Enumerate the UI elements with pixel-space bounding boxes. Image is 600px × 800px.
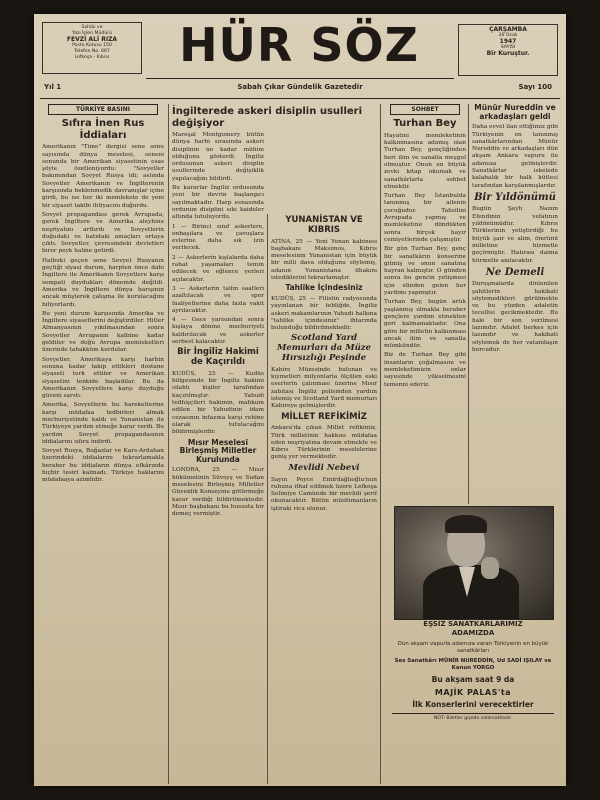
column-divider xyxy=(380,104,381,784)
article-headline: Bir İngiliz Hakimi de Kaçırıldı xyxy=(177,347,259,368)
article-paragraph: Duruşmalarda dinlenilen şahitlerin hakikati söylemedikleri görülmekte ve bu yüzden adaletin tecellisi gecikmektedir. Bu hale bir son verilmesi lazımdır. Adalet herkes için lazımdır ve hakikati söylemek de her vatandaşın borcudur. xyxy=(472,281,558,353)
article-paragraph: Kahire Müzesinde bulunan ve kıymetleri milyonlarla ölçülen eski eserlerin çalınması üzerine Mısır zabıtası İngiliz polisinden yardım istemiş ve Scotland Yard memurları Kahireye gelmişlerdir. xyxy=(271,366,377,410)
article-paragraph: Bir gün Turhan Bey, genç bir sanatkârın konserine gitmiş ve onun sanatına hayran kalmıştır. O günden sonra bu gencin yetişmesi için elinden gelen her yardımı yapmıştır. xyxy=(384,246,466,297)
publisher-box xyxy=(42,22,142,74)
tagline: Sabah Çıkar Gündelik Gazetedir xyxy=(237,83,363,91)
article-headline: Mevlidi Nebevi xyxy=(288,462,360,473)
date-label: SAYISI xyxy=(500,45,516,50)
article-headline: Tahlike İçindesiniz xyxy=(285,283,363,293)
date-date: 26 Ocak xyxy=(498,33,518,38)
concert-ad xyxy=(392,620,554,721)
date-box xyxy=(458,24,558,76)
section-label: SOHBET xyxy=(390,104,460,115)
issue-label: Sayı 100 xyxy=(518,83,552,91)
section-label: TÜRKİYE BASINI xyxy=(48,104,158,115)
article-paragraph: Bu kararlar İngiliz ordusunda yeni bir devrin başlangıcı sayılmaktadır. Harp esnasında ordunun disiplini sıkı kaideler altında tutuluyordu. xyxy=(172,185,264,221)
ad-title-1: EŞSİZ SANATKÂRLARIMIZ xyxy=(423,620,523,628)
article-paragraph: Turhan Bey, bugün artık yaşlanmış olmakla beraber gençlere yardım etmekten geri kalmamaktadır. Ona göre bir milletin kalkınması ancak ilim ve sanatla mümkündür. xyxy=(384,299,466,350)
publisher-line-5: Telefon No. 667 xyxy=(74,49,110,54)
article-headline: Mısır Meselesi Birleşmiş Milletler Kurulunda xyxy=(179,437,257,464)
article-headline: Münür Nureddin ve arkadaşları geldi xyxy=(474,103,556,121)
article-paragraph: Sayın Peyce Emirdağlıoğlu'nun ruhuna ithaf edilmek üzere Lefkoşa Selimiye Camiinde bir mevlidi şerif okunacaktır. Bütün müslümanların iştiraki rica olunur. xyxy=(271,476,377,512)
article-paragraph: 3 — Askerlerin talim saatleri azaltılacak ve spor faaliyetlerine daha fazla vakit ayrılacaktır. xyxy=(172,285,264,314)
column-divider xyxy=(267,214,268,784)
article-paragraph: 4 — Gece yarısından sonra kışlaya dönme mecburiyeti kaldırılacak ve askerler serbest kalacaktır. xyxy=(172,317,264,346)
column-munir-nureddin xyxy=(472,102,558,497)
ad-cta: İlk Konserlerini verecektirler xyxy=(412,700,534,709)
main-headline: İngilterede askeri disiplin usulleri değişiyor xyxy=(172,106,363,129)
column-divider xyxy=(168,104,169,784)
article-paragraph: LONDRA, 25 — Mısır hükümetinin Süveyş ve Sudan meselesini Birleşmiş Milletler Güvenlik Konseyine götürmeğe karar verdiği bildirilmektedir. Mısır başbakanı bu hususta bir demeç vermiştir. xyxy=(172,467,264,518)
article-headline: Bir Yıldönümü xyxy=(474,191,556,203)
column-divider xyxy=(468,104,469,504)
date-year: 1947 xyxy=(499,38,517,45)
publisher-line-6: Lefkoşa - Kıbrıs xyxy=(74,55,110,60)
ad-body: Dün akşam vapurla adamıza varan Türkiyenin en büyük sanatkârları xyxy=(397,641,549,654)
article-paragraph: Biz de Turhan Bey gibi insanların çoğalmasını ve memleketimizin onlar sayesinde yükselmesini temenni ederiz. xyxy=(384,352,466,388)
article-paragraph: Sovyet propagandası gerek Avrupada, gerek İngiltere ve Amerika aleyhine neşriyatını arttırdı ve Sovyetlerin doğudaki ve batıdaki amaçları ortaya çıktı. Sovyetler, çevresindeki devletleri birer peyk haline getirdi. xyxy=(42,211,164,255)
article-paragraph: Turhan Bey İstanbulda tanınmış bir ailenin çocuğudur. Tahsilini Avrupada yapmış ve memleketine döndükten sonra birçok hayır cemiyetlerinde çalışmıştır. xyxy=(384,193,466,243)
ad-note: NOT: Biletler gişede satılmaktadır. xyxy=(392,713,554,721)
article-paragraph: Daha evvel ilan ettiğimiz gibi Türkiyenin en tanınmış sanatkârlarından Münür Nureddin ve arkadaşları dün akşam Ankara vapuru ile adamıza gelmişlerdir. Sanatkârlar iskelede kalabalık bir halk kütlesi tarafından karşılanmışlardır. xyxy=(472,124,558,189)
publisher-line-2: Yazı İşleri Müdürü xyxy=(71,31,113,36)
article-headline: Ne Demeli xyxy=(485,266,545,278)
article-headline: Scotland Yard Memurları da Müze Hırsızlığı Peşinde xyxy=(276,333,372,363)
article-paragraph: Amerikanın "Time" dergisi sene sonu sayısında dünya meselesi, seneni sonunda bir Amerikan siyasetinin esas şöyle özetleniyordu: "Sovyetler bakımından Sovyet Rusya idi; aslında Sovyetler Amerikanın ve İngilterenin karşısında beklenmedik davranışlar içine girdi, bu ise her iki memlekete de yeni bir siyaset takibi ihtiyacını doğurdu. xyxy=(42,144,164,209)
column-turkiye-basini xyxy=(42,102,164,782)
year-label: Yıl 1 xyxy=(44,83,62,91)
article-paragraph: Ankara'da çıkan Millet refikimiz, Türk milletinin hakkını müdafaa eden neşriyatına devam etmekte ve Kıbrıs Türklerinin meselelerine geniş yer vermektedir. xyxy=(271,425,377,461)
date-price: Bir Kuruştur. xyxy=(486,50,530,57)
masthead-title: HÜR SÖZ xyxy=(179,18,419,72)
article-headline: Turhan Bey xyxy=(393,118,457,130)
article-paragraph: ATİNA, 25 — Yeni Yunan kabinesi başbakanı Maksimos, Kıbrıs meselesinin Yunanistan için büyük bir milli dava olduğunu söylemiş, adanın Yunanistana ilhakını istediklerini tekrarlamıştır. xyxy=(271,238,377,282)
header-rule xyxy=(40,98,560,99)
portrait-hair xyxy=(445,515,487,533)
article-paragraph: Bugün Şeyh Nazım Efendinin vefatının yıldönümüdür. Kıbrıs Türklerinin yetiştirdiği bu büyük şair ve alim, ömrünü milletine hizmetle geçirmiştir. Hatırası daima hürmetle anılacaktır. xyxy=(472,206,558,264)
article-paragraph: Mareşal Montgomery bütün dünya harbi sırasında askeri disiplinin ne kadar mühim olduğunu gösterdi. İngiliz ordusunun askeri disiplin usullerinde değişiklik yapılacağını bildirdi. xyxy=(172,132,264,182)
article-paragraph: 1 — Birinci sınıf askerlere, onbaşılara ve çavuşlara evlerine daha sık izin verilecek. xyxy=(172,223,264,252)
article-paragraph: KUDÜS, 25 — Kudüs bölgesinde bir İngiliz hakimi silahlı kişiler tarafından kaçırılmıştır. Yahudi tedhişçileri hakimin, mahkum edilen bir Yahudinin idam cezasının infazına karşı rehine olarak tutulacağını bildirmişlerdir. xyxy=(172,370,264,436)
ad-names: Ses Sanatkârı MÜNİR NUREDDİN, Ud SADİ IŞILAY ve Kanun YORGO xyxy=(394,658,552,671)
article-paragraph: Bu yeni durum karşısında Amerika ve İngiltere siyasetlerini değiştirdiler. Hitler Almanyasının yıkılmasından sonra Sovyetler Avrupanın kalbine kadar geldiler ve doğu Avrupa memleketleri üzerinde tahakküm kurdular. xyxy=(42,310,164,354)
publisher-line-4: Posta Kutusu 150 xyxy=(72,43,112,48)
ad-venue: MAJİK PALAS'ta xyxy=(434,688,512,697)
column-sohbet xyxy=(384,102,466,497)
article-paragraph: Amerika, Sovyetlerin bu hareketlerine karşı müdafaa tedbirleri almak mecburiyetinde kaldı ve Yunanistan ile Türkiyeye yardım etmeğe karar verdi. Bu yardım Sovyet propagandasının iddialarını sıfıra indirdi. xyxy=(42,402,164,445)
date-day: ÇARŞAMBA xyxy=(489,26,527,33)
ad-time: Bu akşam saat 9 da xyxy=(431,675,515,684)
column-yunanistan xyxy=(271,214,377,784)
article-paragraph: Halbuki geçen sene Sovyet Rusyanın geçtiği siyasi durum, harpten önce dahi İngiltere ile Amerikanın Sovyetlere karşı sempati duydukları dönemde değildi. Amerika ve İngiltere dünya barışının ancak müşterek çalışma ile kurulacağını biliyorlardı. xyxy=(42,257,164,308)
masthead-subline xyxy=(34,81,566,95)
article-paragraph: Hayatını memleketinin kalkınmasına adamış olan Turhan Bey, gençliğinden beri ilim ve sanatla meşgul olmuştur. Onun en büyük zevki kitap okumak ve sanatkârlarla sohbet etmektir. xyxy=(384,132,466,190)
article-paragraph: Sovyetler, Amerikaya karşı harbin sonuna kadar takip ettikleri dostane siyaseti terk ettiler ve Amerikan siyasetini tenkide başladılar. Bu da Amerikanın Sovyetlere karşı duyduğu güveni sarstı. xyxy=(42,356,164,400)
portrait-hand xyxy=(481,557,499,579)
publisher-line-1: Sahibi ve xyxy=(81,25,103,30)
article-paragraph: 2 — Askerlerin kışlalarda daha rahat yaşamaları temin edilecek ve eğlence yerleri açılacaktır. xyxy=(172,254,264,283)
ad-title-2: ADAMIZDA xyxy=(451,629,495,637)
newspaper-page xyxy=(34,14,566,786)
masthead-rule xyxy=(146,78,454,79)
article-paragraph: Sovyet Rusya, Boğazlar ve Kars-Ardahan üzerindeki iddialarını tekrarlamakla beraber bu iddiaların dünya efkârında hiçbir tesiri kalmadı. Türkiye haklarını müdafaaya azimlidir. xyxy=(42,448,164,484)
article-headline: Sıfıra İnen Rus İddiaları xyxy=(61,118,145,141)
article-headline: MİLLET REFİKİMİZ xyxy=(281,411,367,422)
portrait-photo xyxy=(394,506,554,620)
publisher-name: FEVZİ ALİ RIZA xyxy=(66,36,118,43)
article-paragraph: KUDÜS, 25 — Filistin radyosunda yayınlanan bir tebliğde, İngiliz askeri makamlarının Yahudi halkına "tahlike içindesiniz" ihtarında bulunduğu bildirilmektedir. xyxy=(271,295,377,332)
article-headline: YUNANİSTAN VE KIBRIS xyxy=(285,215,363,235)
